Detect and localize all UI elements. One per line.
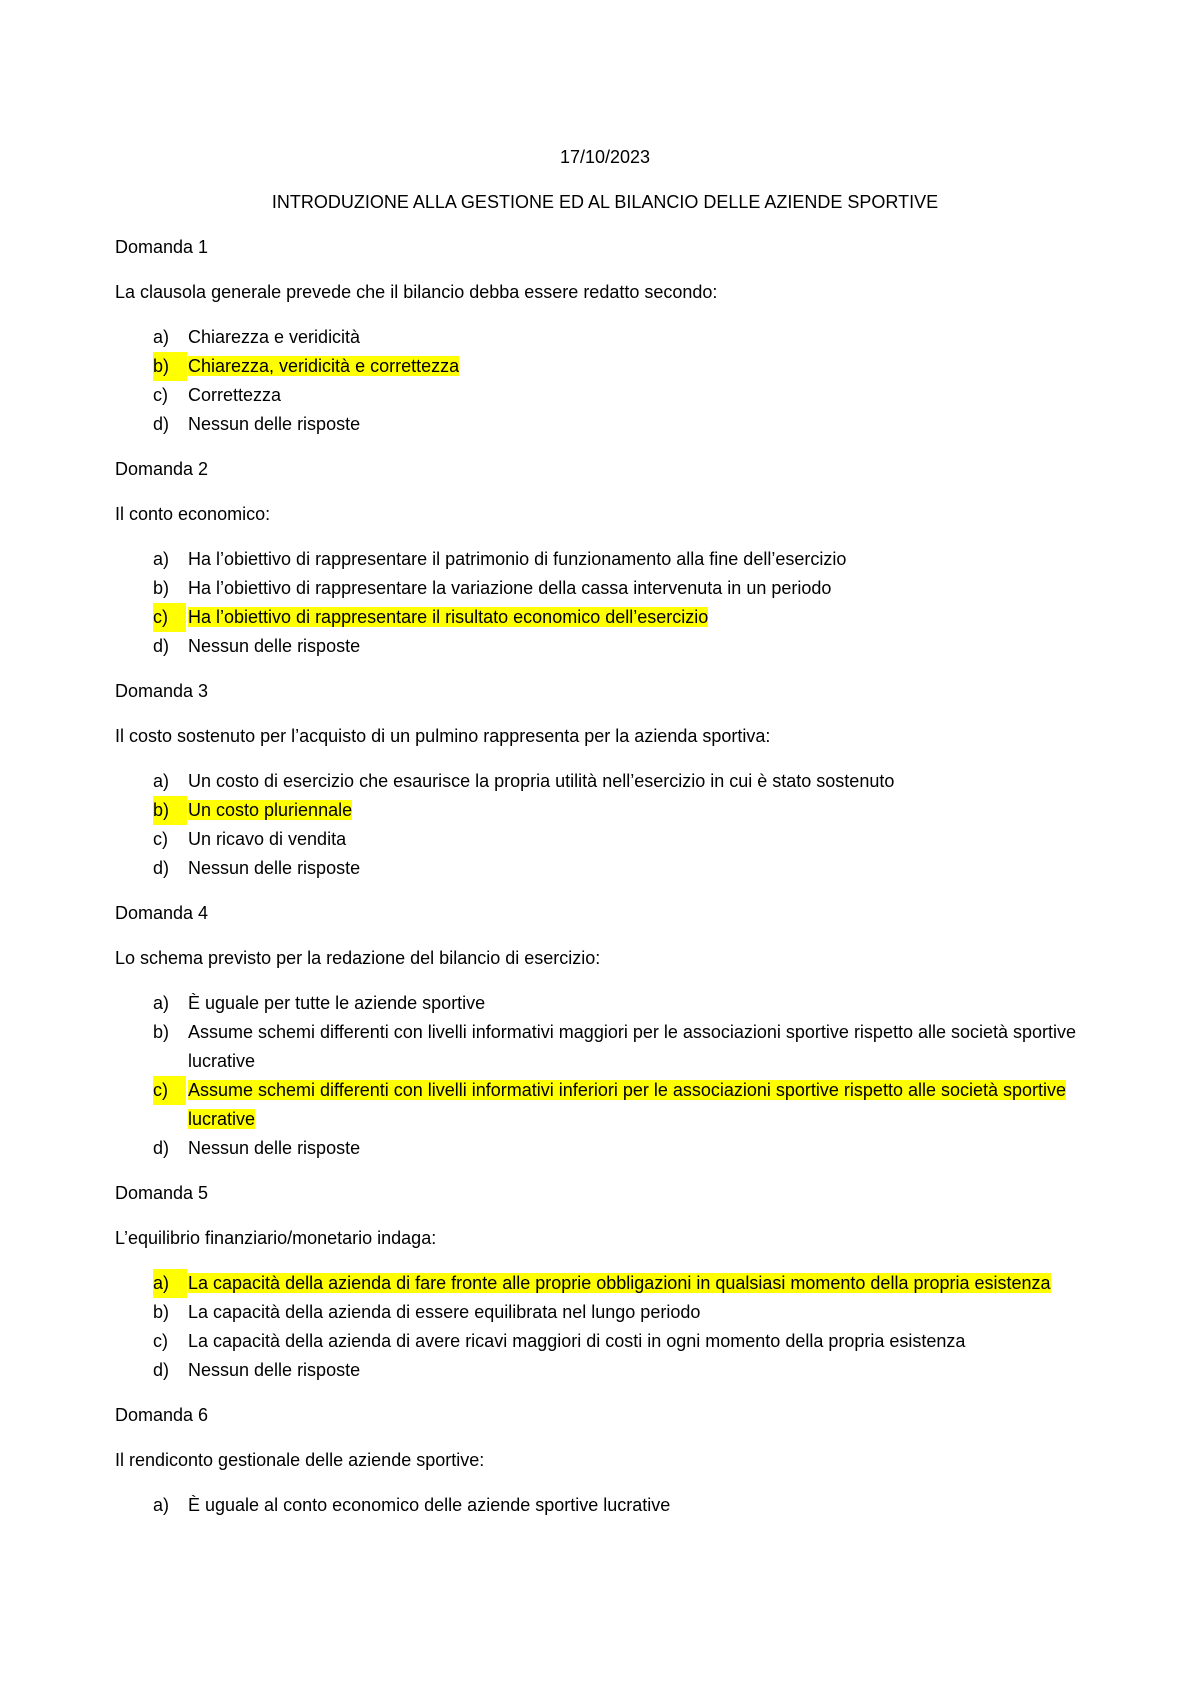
option-text: Un ricavo di vendita bbox=[188, 829, 347, 849]
option-letter: b) bbox=[153, 1302, 170, 1322]
question-block bbox=[115, 455, 1095, 661]
question-block bbox=[115, 677, 1095, 883]
option-text: Nessun delle risposte bbox=[188, 636, 361, 656]
option-letter: d) bbox=[153, 1360, 170, 1380]
option-text: Nessun delle risposte bbox=[188, 1360, 361, 1380]
answer-option-highlighted bbox=[115, 1076, 1095, 1134]
question-list bbox=[115, 233, 1095, 1520]
question-heading: Domanda 5 bbox=[115, 1183, 209, 1203]
option-text: La capacità della azienda di avere ricavi maggiori di costi in ogni momento della propria esistenza bbox=[188, 1331, 966, 1351]
option-letter: a) bbox=[153, 993, 170, 1013]
document-date: 17/10/2023 bbox=[559, 147, 651, 167]
option-text: È uguale al conto economico delle aziende sportive lucrative bbox=[188, 1495, 671, 1515]
option-text: Assume schemi differenti con livelli informativi inferiori per le associazioni sportive rispetto alle società sportive lucrative bbox=[188, 1080, 1067, 1129]
option-letter: b) bbox=[153, 578, 170, 598]
option-letter: a) bbox=[153, 771, 170, 791]
answer-option bbox=[115, 1327, 1095, 1356]
option-letter: c) bbox=[153, 603, 186, 632]
option-text: È uguale per tutte le aziende sportive bbox=[188, 993, 486, 1013]
option-text: Un costo di esercizio che esaurisce la propria utilità nell’esercizio in cui è stato sostenuto bbox=[188, 771, 895, 791]
answer-option bbox=[115, 1298, 1095, 1327]
option-letter: c) bbox=[153, 385, 168, 405]
option-text: Chiarezza, veridicità e correttezza bbox=[188, 356, 460, 376]
question-block bbox=[115, 1401, 1095, 1520]
answer-option bbox=[115, 854, 1095, 883]
option-letter: c) bbox=[153, 829, 168, 849]
answer-options bbox=[115, 323, 1095, 439]
answer-option bbox=[115, 574, 1095, 603]
answer-option bbox=[115, 1134, 1095, 1163]
question-heading: Domanda 6 bbox=[115, 1405, 209, 1425]
option-letter: a) bbox=[153, 1495, 170, 1515]
option-text: Nessun delle risposte bbox=[188, 414, 361, 434]
question-heading: Domanda 1 bbox=[115, 237, 209, 257]
question-text: Il costo sostenuto per l’acquisto di un pulmino rappresenta per la azienda sportiva: bbox=[115, 726, 771, 746]
option-text: Ha l’obiettivo di rappresentare la variazione della cassa intervenuta in un periodo bbox=[188, 578, 832, 598]
answer-options bbox=[115, 1491, 1095, 1520]
question-heading: Domanda 3 bbox=[115, 681, 209, 701]
answer-option-highlighted bbox=[115, 603, 1095, 632]
option-text: La capacità della azienda di fare fronte alle proprie obbligazioni in qualsiasi momento della propria esistenza bbox=[188, 1273, 1051, 1293]
question-text: L’equilibrio finanziario/monetario indaga: bbox=[115, 1228, 437, 1248]
question-heading: Domanda 4 bbox=[115, 903, 209, 923]
answer-option bbox=[115, 632, 1095, 661]
option-text: Nessun delle risposte bbox=[188, 858, 361, 878]
answer-option bbox=[115, 1018, 1095, 1076]
answer-option bbox=[115, 825, 1095, 854]
answer-option bbox=[115, 1491, 1095, 1520]
answer-option bbox=[115, 381, 1095, 410]
answer-option bbox=[115, 545, 1095, 574]
document-body bbox=[115, 143, 1095, 1536]
question-heading: Domanda 2 bbox=[115, 459, 209, 479]
answer-option bbox=[115, 323, 1095, 352]
question-block bbox=[115, 1179, 1095, 1385]
option-letter: d) bbox=[153, 414, 170, 434]
question-text: La clausola generale prevede che il bilancio debba essere redatto secondo: bbox=[115, 282, 718, 302]
answer-option-highlighted bbox=[115, 1269, 1095, 1298]
option-letter: c) bbox=[153, 1076, 186, 1105]
option-letter: b) bbox=[153, 1022, 170, 1042]
option-letter: b) bbox=[153, 796, 187, 825]
answer-option bbox=[115, 410, 1095, 439]
question-block bbox=[115, 233, 1095, 439]
answer-option bbox=[115, 989, 1095, 1018]
question-text: Il conto economico: bbox=[115, 504, 271, 524]
question-text: Il rendiconto gestionale delle aziende sportive: bbox=[115, 1450, 485, 1470]
answer-options bbox=[115, 989, 1095, 1163]
option-text: Ha l’obiettivo di rappresentare il patrimonio di funzionamento alla fine dell’esercizio bbox=[188, 549, 847, 569]
option-letter: d) bbox=[153, 636, 170, 656]
answer-options bbox=[115, 767, 1095, 883]
option-text: Chiarezza e veridicità bbox=[188, 327, 361, 347]
option-text: La capacità della azienda di essere equilibrata nel lungo periodo bbox=[188, 1302, 701, 1322]
document-title: INTRODUZIONE ALLA GESTIONE ED AL BILANCIO DELLE AZIENDE SPORTIVE bbox=[271, 192, 939, 212]
answer-option-highlighted bbox=[115, 796, 1095, 825]
option-text: Assume schemi differenti con livelli informativi maggiori per le associazioni sportive rispetto alle società sportive lucrative bbox=[188, 1022, 1077, 1071]
option-letter: b) bbox=[153, 352, 187, 381]
answer-option bbox=[115, 767, 1095, 796]
option-letter: a) bbox=[153, 549, 170, 569]
question-text: Lo schema previsto per la redazione del bilancio di esercizio: bbox=[115, 948, 601, 968]
option-letter: d) bbox=[153, 858, 170, 878]
question-block bbox=[115, 899, 1095, 1163]
option-text: Nessun delle risposte bbox=[188, 1138, 361, 1158]
answer-option bbox=[115, 1356, 1095, 1385]
answer-option-highlighted bbox=[115, 352, 1095, 381]
option-letter: a) bbox=[153, 1269, 187, 1298]
answer-options bbox=[115, 1269, 1095, 1385]
option-letter: d) bbox=[153, 1138, 170, 1158]
option-text: Correttezza bbox=[188, 385, 282, 405]
option-text: Ha l’obiettivo di rappresentare il risultato economico dell’esercizio bbox=[188, 607, 709, 627]
option-text: Un costo pluriennale bbox=[188, 800, 353, 820]
answer-options bbox=[115, 545, 1095, 661]
option-letter: a) bbox=[153, 327, 170, 347]
option-letter: c) bbox=[153, 1331, 168, 1351]
